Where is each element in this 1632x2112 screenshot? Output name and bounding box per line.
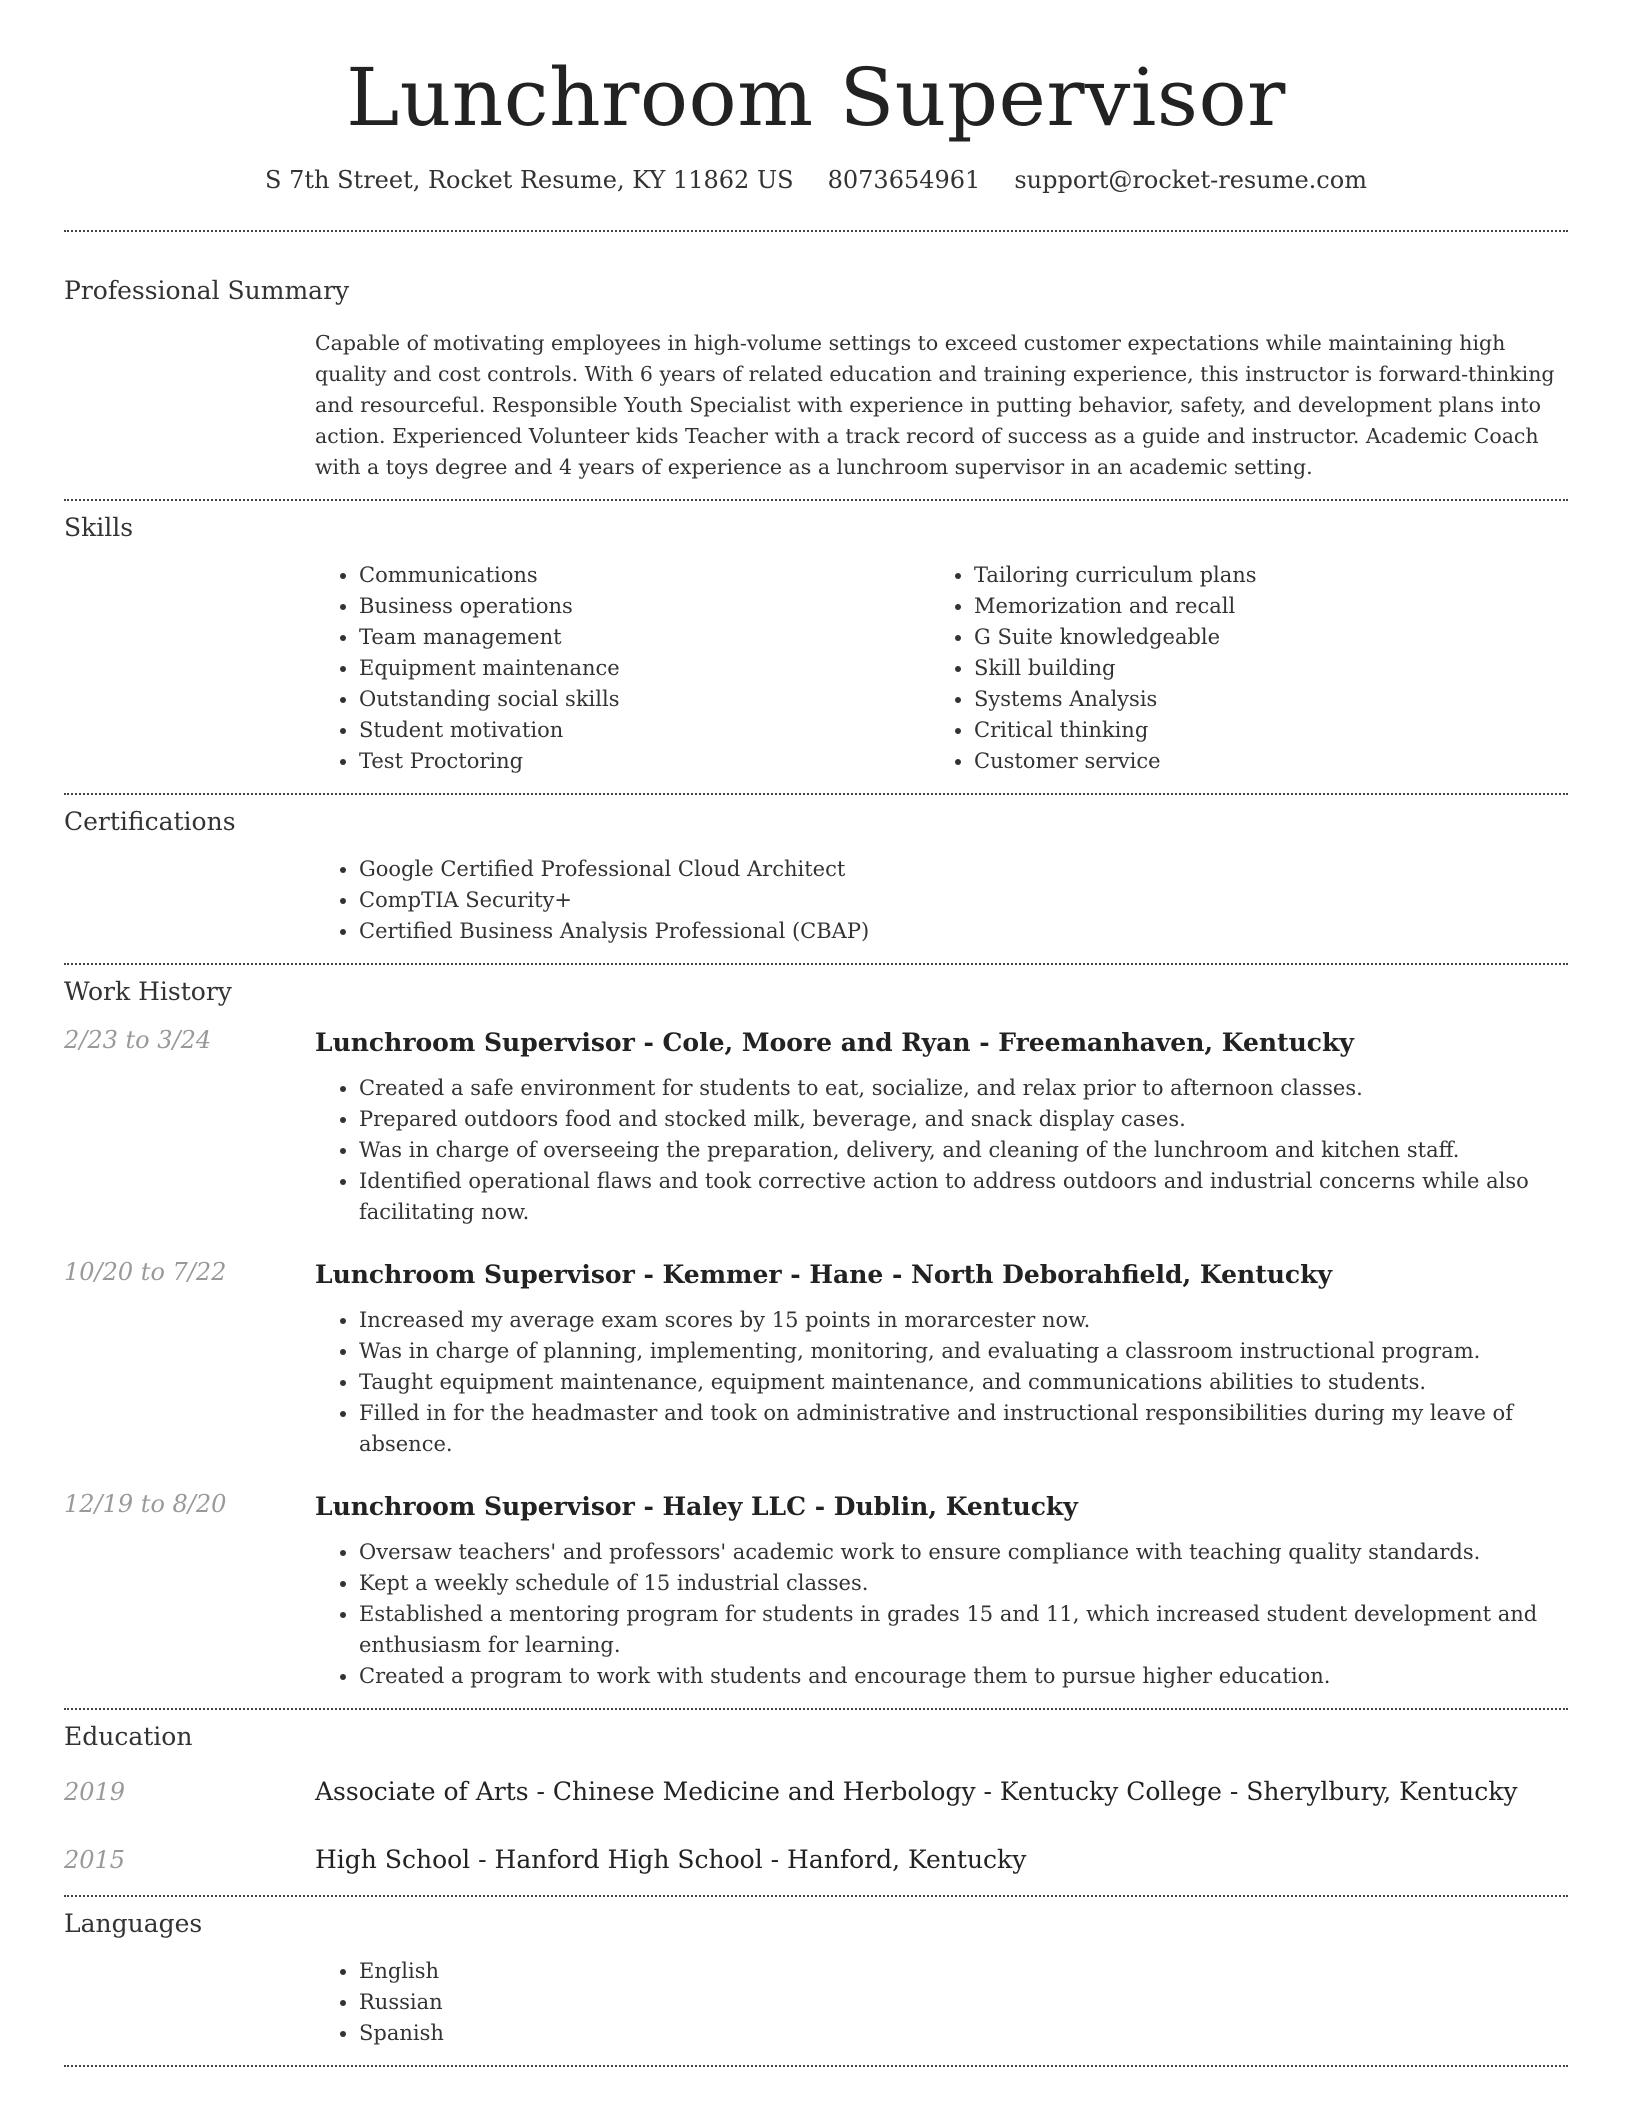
section-title-summary: Professional Summary bbox=[64, 276, 350, 305]
education-entry bbox=[64, 1843, 1568, 1895]
section-title-work-history: Work History bbox=[64, 977, 232, 1006]
list-item: • Established a mentoring program for students in grades 15 and 11, which increased student development and enthusiasm for learning. bbox=[359, 1599, 1568, 1661]
education-text: High School - Hanford High School - Hanford, Kentucky bbox=[315, 1845, 1027, 1874]
list-item: • Business operations bbox=[359, 591, 930, 622]
section-title-languages: Languages bbox=[64, 1909, 203, 1938]
list-item: • Identified operational flaws and took corrective action to address outdoors and industrial concerns while also facilitating now. bbox=[359, 1166, 1568, 1228]
list-item: • Memorization and recall bbox=[974, 591, 1545, 622]
languages-list bbox=[315, 1956, 1568, 2049]
list-item: • Customer service bbox=[974, 746, 1545, 777]
divider bbox=[64, 2065, 1568, 2067]
list-item: • Created a safe environment for students to eat, socialize, and relax prior to afternoon classes. bbox=[359, 1073, 1568, 1104]
list-item: • G Suite knowledgeable bbox=[974, 622, 1545, 653]
list-item: • Team management bbox=[359, 622, 930, 653]
job-entry bbox=[64, 1026, 1568, 1228]
section-title-skills: Skills bbox=[64, 513, 134, 542]
list-item: • Student motivation bbox=[359, 715, 930, 746]
list-item: • Google Certified Professional Cloud Architect bbox=[359, 854, 1568, 885]
list-item: • Skill building bbox=[974, 653, 1545, 684]
email: support@rocket-resume.com bbox=[1014, 166, 1367, 194]
list-item: • Communications bbox=[359, 560, 930, 591]
contact-line bbox=[64, 166, 1568, 194]
skills-section bbox=[64, 501, 1568, 793]
skills-list-left bbox=[315, 560, 930, 777]
job-title: Lunchroom Supervisor - Kemmer - Hane - North Deborahfield, Kentucky bbox=[315, 1260, 1332, 1289]
summary-text: Capable of motivating employees in high-volume settings to exceed customer expectations while maintaining high quality and cost controls. With 6 years of related education and training experience, this instructor is forward-thinking and resourceful. Responsible Youth Specialist with experience in putting behavior, safety, and development plans into action. Experienced Volunteer kids Teacher with a track record of success as a guide and instructor. Academic Coach with a toys degree and 4 years of experience as a lunchroom supervisor in an academic setting. bbox=[315, 331, 1555, 479]
certifications-section bbox=[64, 795, 1568, 963]
list-item: • Was in charge of overseeing the preparation, delivery, and cleaning of the lunchroom and kitchen staff. bbox=[359, 1135, 1568, 1166]
list-item: • Spanish bbox=[359, 2018, 1568, 2049]
list-item: • Was in charge of planning, implementing, monitoring, and evaluating a classroom instructional program. bbox=[359, 1336, 1568, 1367]
list-item: • Taught equipment maintenance, equipment maintenance, and communications abilities to students. bbox=[359, 1367, 1568, 1398]
languages-section bbox=[64, 1897, 1568, 2065]
job-date: 10/20 to 7/22 bbox=[64, 1258, 227, 1286]
work-history-section bbox=[64, 965, 1568, 1708]
job-title: Lunchroom Supervisor - Haley LLC - Dublin, Kentucky bbox=[315, 1492, 1078, 1521]
job-date: 2/23 to 3/24 bbox=[64, 1026, 212, 1054]
certifications-list bbox=[315, 854, 1568, 947]
job-bullets bbox=[315, 1305, 1568, 1460]
job-bullets bbox=[315, 1537, 1568, 1692]
list-item: • Filled in for the headmaster and took on administrative and instructional responsibilities during my leave of absence. bbox=[359, 1398, 1568, 1460]
summary-section bbox=[64, 232, 1568, 499]
list-item: • Prepared outdoors food and stocked milk, beverage, and snack display cases. bbox=[359, 1104, 1568, 1135]
section-title-education: Education bbox=[64, 1722, 193, 1751]
education-date: 2015 bbox=[64, 1846, 126, 1874]
list-item: • Tailoring curriculum plans bbox=[974, 560, 1545, 591]
education-section bbox=[64, 1710, 1568, 1895]
job-entry bbox=[64, 1490, 1568, 1692]
list-item: • Certified Business Analysis Professional (CBAP) bbox=[359, 916, 1568, 947]
job-bullets bbox=[315, 1073, 1568, 1228]
resume-header bbox=[64, 0, 1568, 194]
list-item: • Created a program to work with students and encourage them to pursue higher education. bbox=[359, 1661, 1568, 1692]
list-item: • Kept a weekly schedule of 15 industrial classes. bbox=[359, 1568, 1568, 1599]
list-item: • English bbox=[359, 1956, 1568, 1987]
list-item: • CompTIA Security+ bbox=[359, 885, 1568, 916]
education-text: Associate of Arts - Chinese Medicine and Herbology - Kentucky College - Sherylbury, Kentucky bbox=[315, 1777, 1518, 1806]
education-entry bbox=[64, 1775, 1568, 1843]
list-item: • Systems Analysis bbox=[974, 684, 1545, 715]
skills-list-right bbox=[930, 560, 1545, 777]
list-item: • Oversaw teachers' and professors' academic work to ensure compliance with teaching quality standards. bbox=[359, 1537, 1568, 1568]
list-item: • Outstanding social skills bbox=[359, 684, 930, 715]
candidate-name: Lunchroom Supervisor bbox=[346, 51, 1286, 144]
job-date: 12/19 to 8/20 bbox=[64, 1490, 227, 1518]
list-item: • Russian bbox=[359, 1987, 1568, 2018]
list-item: • Equipment maintenance bbox=[359, 653, 930, 684]
job-title: Lunchroom Supervisor - Cole, Moore and Ryan - Freemanhaven, Kentucky bbox=[315, 1028, 1354, 1057]
address: S 7th Street, Rocket Resume, KY 11862 US bbox=[265, 166, 794, 194]
job-entry bbox=[64, 1258, 1568, 1460]
section-title-certifications: Certifications bbox=[64, 807, 236, 836]
list-item: • Test Proctoring bbox=[359, 746, 930, 777]
education-date: 2019 bbox=[64, 1778, 126, 1806]
list-item: • Increased my average exam scores by 15 points in morarcester now. bbox=[359, 1305, 1568, 1336]
phone: 8073654961 bbox=[827, 166, 981, 194]
list-item: • Critical thinking bbox=[974, 715, 1545, 746]
